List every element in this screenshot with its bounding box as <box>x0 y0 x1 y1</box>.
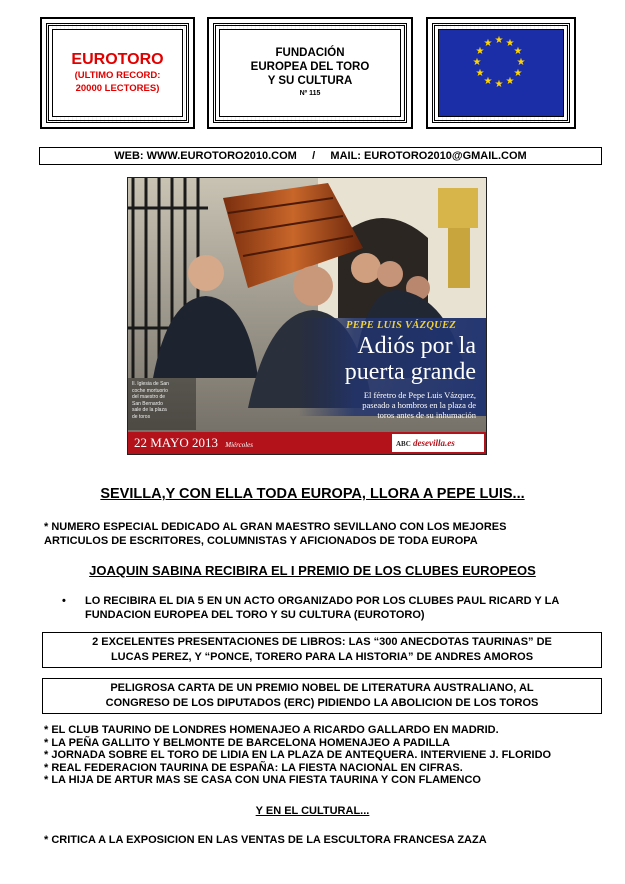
newspaper-cover-photo <box>127 177 487 455</box>
fundacion-line-2: EUROPEA DEL TORO <box>250 61 370 73</box>
books-box-line-2: LUCAS PEREZ, Y “PONCE, TORERO PARA LA HISTORIA” DE ANDRES AMOROS <box>110 651 534 663</box>
record-line-1: (ULTIMO RECORD: <box>74 70 161 81</box>
fundacion-box <box>207 17 413 129</box>
side-caption-line: Il. Iglesia de San <box>132 381 169 387</box>
photo-date <box>134 434 253 454</box>
star-icon: ★ <box>494 79 504 90</box>
star-icon: ★ <box>472 57 482 68</box>
list-item: * LA HIJA DE ARTUR MAS SE CASA CON UNA FIESTA TAURINA Y CON FLAMENCO <box>44 774 481 787</box>
photo-headline-line-2: puerta grande <box>344 359 476 385</box>
letter-box-line-1: PELIGROSA CARTA DE UN PREMIO NOBEL DE LITERATURA AUSTRALIANO, AL <box>110 682 534 694</box>
sabina-headline: JOAQUIN SABINA RECIBIRA EL I PREMIO DE LOS CLUBES EUROPEOS <box>89 563 536 578</box>
cultural-item: * CRITICA A LA EXPOSICION EN LAS VENTAS DE LA ESCULTORA FRANCESA ZAZA <box>44 834 487 846</box>
letter-box-line-2: CONGRESO DE LOS DIPUTADOS (ERC) PIDIENDO LA ABOLICION DE LOS TOROS <box>105 697 539 709</box>
side-caption-line: del maestro de <box>132 394 166 400</box>
side-caption-line: San Bernardo <box>132 400 163 407</box>
star-icon: ★ <box>505 76 515 87</box>
photo-weekday: Miércoles <box>225 441 254 449</box>
main-headline: SEVILLA,Y CON ELLA TODA EUROPA, LLORA A PEPE LUIS... <box>100 486 525 502</box>
issue-number: Nº 115 <box>299 90 321 97</box>
photo-caption-line-3: toros antes de su inhumación <box>377 410 476 420</box>
fundacion-line-1: FUNDACIÓN <box>275 47 345 59</box>
star-icon: ★ <box>494 35 504 46</box>
contact-bar: WEB: WWW.EUROTORO2010.COM / MAIL: EUROTORO2010@GMAIL.COM <box>39 147 602 165</box>
photo-caption-line-2: paseado a hombros en la plaza de <box>362 400 476 410</box>
star-icon: ★ <box>483 38 493 49</box>
star-icon: ★ <box>513 46 523 57</box>
sabina-bullet-line-2: FUNDACION EUROPEA DEL TORO Y SU CULTURA (EUROTORO) <box>85 609 425 621</box>
star-icon: ★ <box>475 46 485 57</box>
special-note <box>44 520 604 548</box>
list-item: * EL CLUB TAURINO DE LONDRES HOMENAJEO A RICARDO GALLARDO EN MADRID. <box>44 724 499 736</box>
bullet-icon: • <box>62 595 66 607</box>
side-caption-line: de toros <box>132 413 151 420</box>
photo-headline-line-1: Adiós por la <box>357 333 476 359</box>
brand-abc: ABC <box>396 440 411 448</box>
sabina-bullet-line-1: LO RECIBIRA EL DIA 5 EN UN ACTO ORGANIZADO POR LOS CLUBES PAUL RICARD Y LA <box>85 595 560 607</box>
fundacion-line-3: Y SU CULTURA <box>267 75 353 87</box>
star-icon: ★ <box>513 68 523 79</box>
photo-side-caption <box>132 381 169 420</box>
side-caption-line: coche mortuorio <box>132 387 168 394</box>
flag-box <box>426 17 576 129</box>
list-item: * REAL FEDERACION TAURINA DE ESPAÑA: LA FIESTA NACIONAL EN CIFRAS. <box>44 761 463 774</box>
photo-caption-line-1: El féretro de Pepe Luis Vázquez, <box>363 390 476 400</box>
list-item: * JORNADA SOBRE EL TORO DE LIDIA EN LA PLAZA DE ANTEQUERA. INTERVIENE J. FLORIDO <box>44 749 552 762</box>
star-icon: ★ <box>505 38 515 49</box>
star-icon: ★ <box>483 76 493 87</box>
photo-date-text: 22 MAYO 2013 <box>134 435 219 450</box>
sabina-bullet <box>62 594 607 622</box>
record-line-2: 20000 LECTORES) <box>75 83 160 94</box>
news-list <box>44 724 614 787</box>
photo-caption <box>362 390 476 420</box>
star-icon: ★ <box>516 57 526 68</box>
special-note-line-1: * NUMERO ESPECIAL DEDICADO AL GRAN MAESTRO SEVILLANO CON LOS MEJORES <box>44 521 507 533</box>
side-caption-line: sale de la plaza <box>132 407 167 413</box>
books-box <box>42 632 602 668</box>
cultural-headline: Y EN EL CULTURAL... <box>255 805 370 817</box>
photo-name-tag: PEPE LUIS VÁZQUEZ <box>346 320 457 331</box>
eurotoro-box <box>40 17 195 129</box>
eu-flag-icon <box>439 30 563 116</box>
list-item: * LA PEÑA GALLITO Y BELMONTE DE BARCELONA HOMENAJEO A PADILLA <box>44 736 451 749</box>
eurotoro-title: EUROTORO <box>71 51 164 68</box>
star-icon: ★ <box>475 68 485 79</box>
books-box-line-1: 2 EXCELENTES PRESENTACIONES DE LIBROS: LAS “300 ANECDOTAS TAURINAS” DE <box>92 636 552 648</box>
brand-site: desevilla.es <box>413 438 455 448</box>
photo-brand <box>396 437 455 450</box>
letter-box <box>42 678 602 714</box>
special-note-line-2: ARTICULOS DE ESCRITORES, COLUMNISTAS Y AFICIONADOS DE TODA EUROPA <box>44 535 478 547</box>
